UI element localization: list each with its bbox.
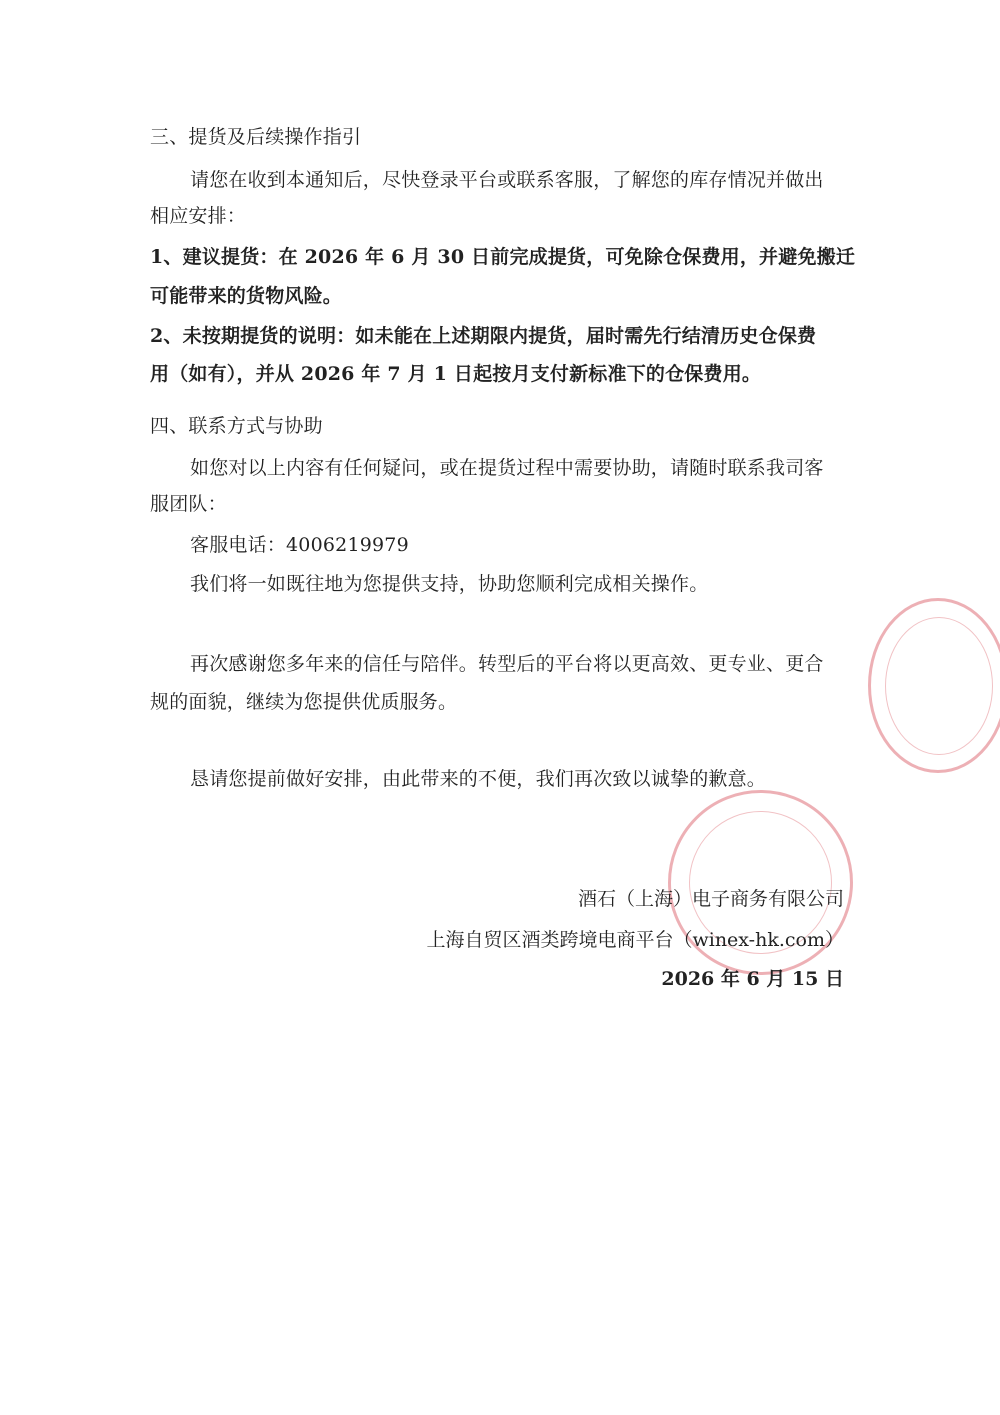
section4-intro-line1: 如您对以上内容有任何疑问，或在提货过程中需要协助，请随时联系我司客 (190, 457, 824, 479)
section3-item1-line2: 可能带来的货物风险。 (150, 285, 343, 307)
section4-intro-line2: 服团队： (150, 493, 227, 515)
section3-intro-line2: 相应安排： (150, 205, 247, 227)
signature-platform: 上海自贸区酒类跨境电商平台（winex-hk.com） (426, 929, 844, 951)
thanks-line1: 再次感谢您多年来的信任与陪伴。转型后的平台将以更高效、更专业、更合 (190, 653, 824, 675)
section3-item1-line1: 1、建议提货：在 2026 年 6 月 30 日前完成提货，可免除仓保费用，并避免搬迁 (150, 246, 856, 268)
section4-heading: 四、联系方式与协助 (150, 415, 323, 437)
thanks-line2: 规的面貌，继续为您提供优质服务。 (150, 691, 458, 713)
section3-item2-line2: 用（如有），并从 2026 年 7 月 1 日起按月支付新标准下的仓保费用。 (150, 363, 762, 385)
support-statement: 我们将一如既往地为您提供支持，协助您顺利完成相关操作。 (190, 573, 709, 595)
signature-company: 酒石（上海）电子商务有限公司 (577, 888, 844, 910)
apology-line: 恳请您提前做好安排，由此带来的不便，我们再次致以诚挚的歉意。 (190, 768, 767, 790)
company-seal-partial-inner (885, 617, 993, 755)
section3-heading: 三、提货及后续操作指引 (150, 126, 362, 148)
customer-service-phone: 客服电话：4006219979 (190, 534, 409, 556)
section3-intro-line1: 请您在收到本通知后，尽快登录平台或联系客服，了解您的库存情况并做出 (190, 169, 824, 191)
section3-item2-line1: 2、未按期提货的说明：如未能在上述期限内提货，届时需先行结清历史仓保费 (150, 325, 817, 347)
company-seal-partial (868, 598, 1000, 773)
signature-date: 2026 年 6 月 15 日 (661, 968, 844, 990)
